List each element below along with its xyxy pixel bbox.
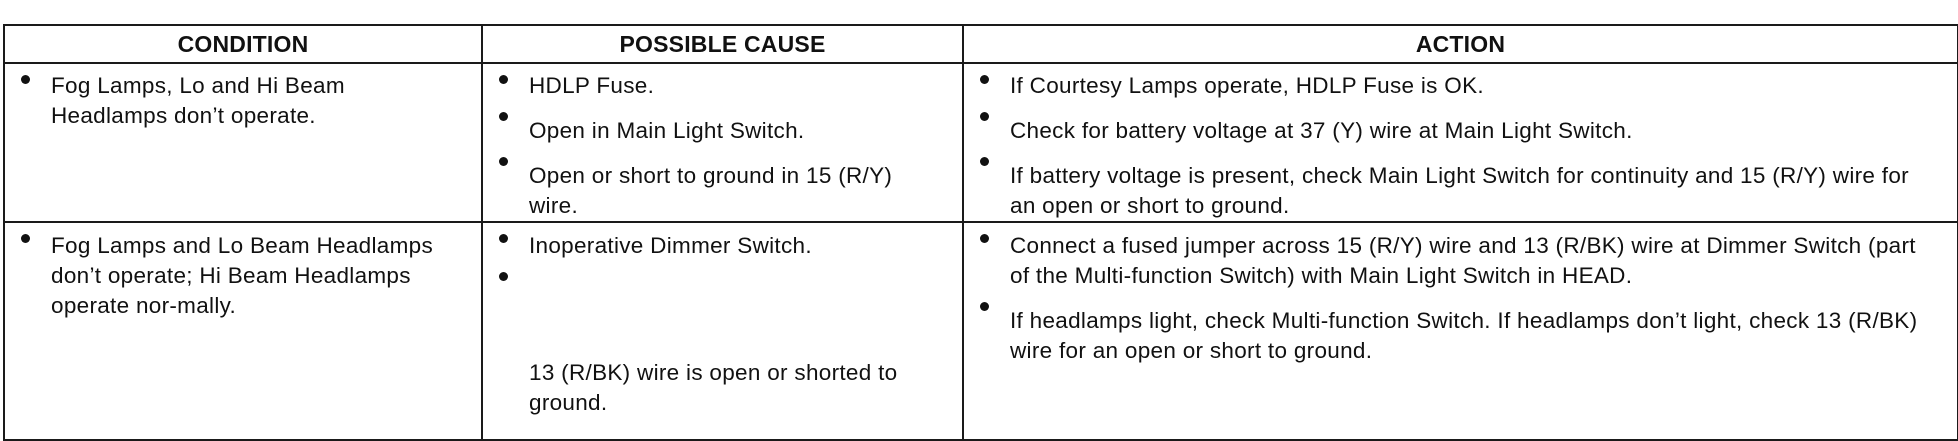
bullet-icon (499, 272, 508, 281)
possible-cause-cell (482, 63, 963, 222)
bullet-icon (499, 234, 508, 243)
action-item (964, 223, 1957, 291)
action-item (964, 64, 1957, 101)
condition-text: Fog Lamps and Lo Beam Headlamps don’t operate; Hi Beam Headlamps operate nor-mally. (51, 233, 434, 318)
condition-item (5, 64, 481, 131)
action-text: Connect a fused jumper across 15 (R/Y) wire and 13 (R/BK) wire at Dimmer Switch (part of the Multi-function Switch) with Main Light Switch in HEAD. (1010, 233, 1916, 288)
condition-text: Fog Lamps, Lo and Hi Beam Headlamps don’t operate. (51, 73, 345, 128)
column-header-condition: CONDITION (4, 25, 482, 63)
action-text: If battery voltage is present, check Main Light Switch for continuity and 15 (R/Y) wire for an open or short to ground. (1010, 163, 1909, 218)
cause-text: 13 (R/BK) wire is open or shorted to ground. (529, 360, 898, 415)
diagnosis-table-frame (0, 24, 1958, 422)
bullet-icon (980, 302, 989, 311)
table-row (4, 222, 1958, 440)
bullet-icon (499, 112, 508, 121)
cause-text: Inoperative Dimmer Switch. (529, 233, 812, 258)
action-item (964, 291, 1957, 366)
bullet-icon (21, 75, 30, 84)
condition-cell (4, 63, 482, 222)
condition-item (5, 223, 481, 321)
bullet-icon (980, 112, 989, 121)
action-item (964, 146, 1957, 221)
bullet-icon (499, 157, 508, 166)
cause-item (483, 223, 962, 261)
column-header-possible-cause: POSSIBLE CAUSE (482, 25, 963, 63)
possible-cause-cell (482, 222, 963, 440)
action-text: Check for battery voltage at 37 (Y) wire at Main Light Switch. (1010, 118, 1633, 143)
cause-text: Open in Main Light Switch. (529, 118, 805, 143)
bullet-icon (980, 157, 989, 166)
cause-item (483, 261, 962, 418)
bullet-icon (21, 234, 30, 243)
action-item (964, 101, 1957, 146)
cause-text: HDLP Fuse. (529, 73, 655, 98)
bullet-icon (980, 75, 989, 84)
action-text: If Courtesy Lamps operate, HDLP Fuse is OK. (1010, 73, 1484, 98)
cause-text: Open or short to ground in 15 (R/Y) wire. (529, 163, 893, 218)
bullet-icon (980, 234, 989, 243)
cause-item (483, 64, 962, 101)
table-header-row (4, 25, 1958, 63)
action-cell (963, 222, 1958, 440)
column-header-action: ACTION (963, 25, 1958, 63)
action-cell (963, 63, 1958, 222)
action-text: If headlamps light, check Multi-function Switch. If headlamps don’t light, check 13 (R/BK) wire for an open or short to ground. (1010, 308, 1918, 363)
bullet-icon (499, 75, 508, 84)
table-row (4, 63, 1958, 222)
cause-item (483, 146, 962, 221)
cause-item (483, 101, 962, 146)
condition-cell (4, 222, 482, 440)
diagnosis-table (3, 24, 1958, 441)
